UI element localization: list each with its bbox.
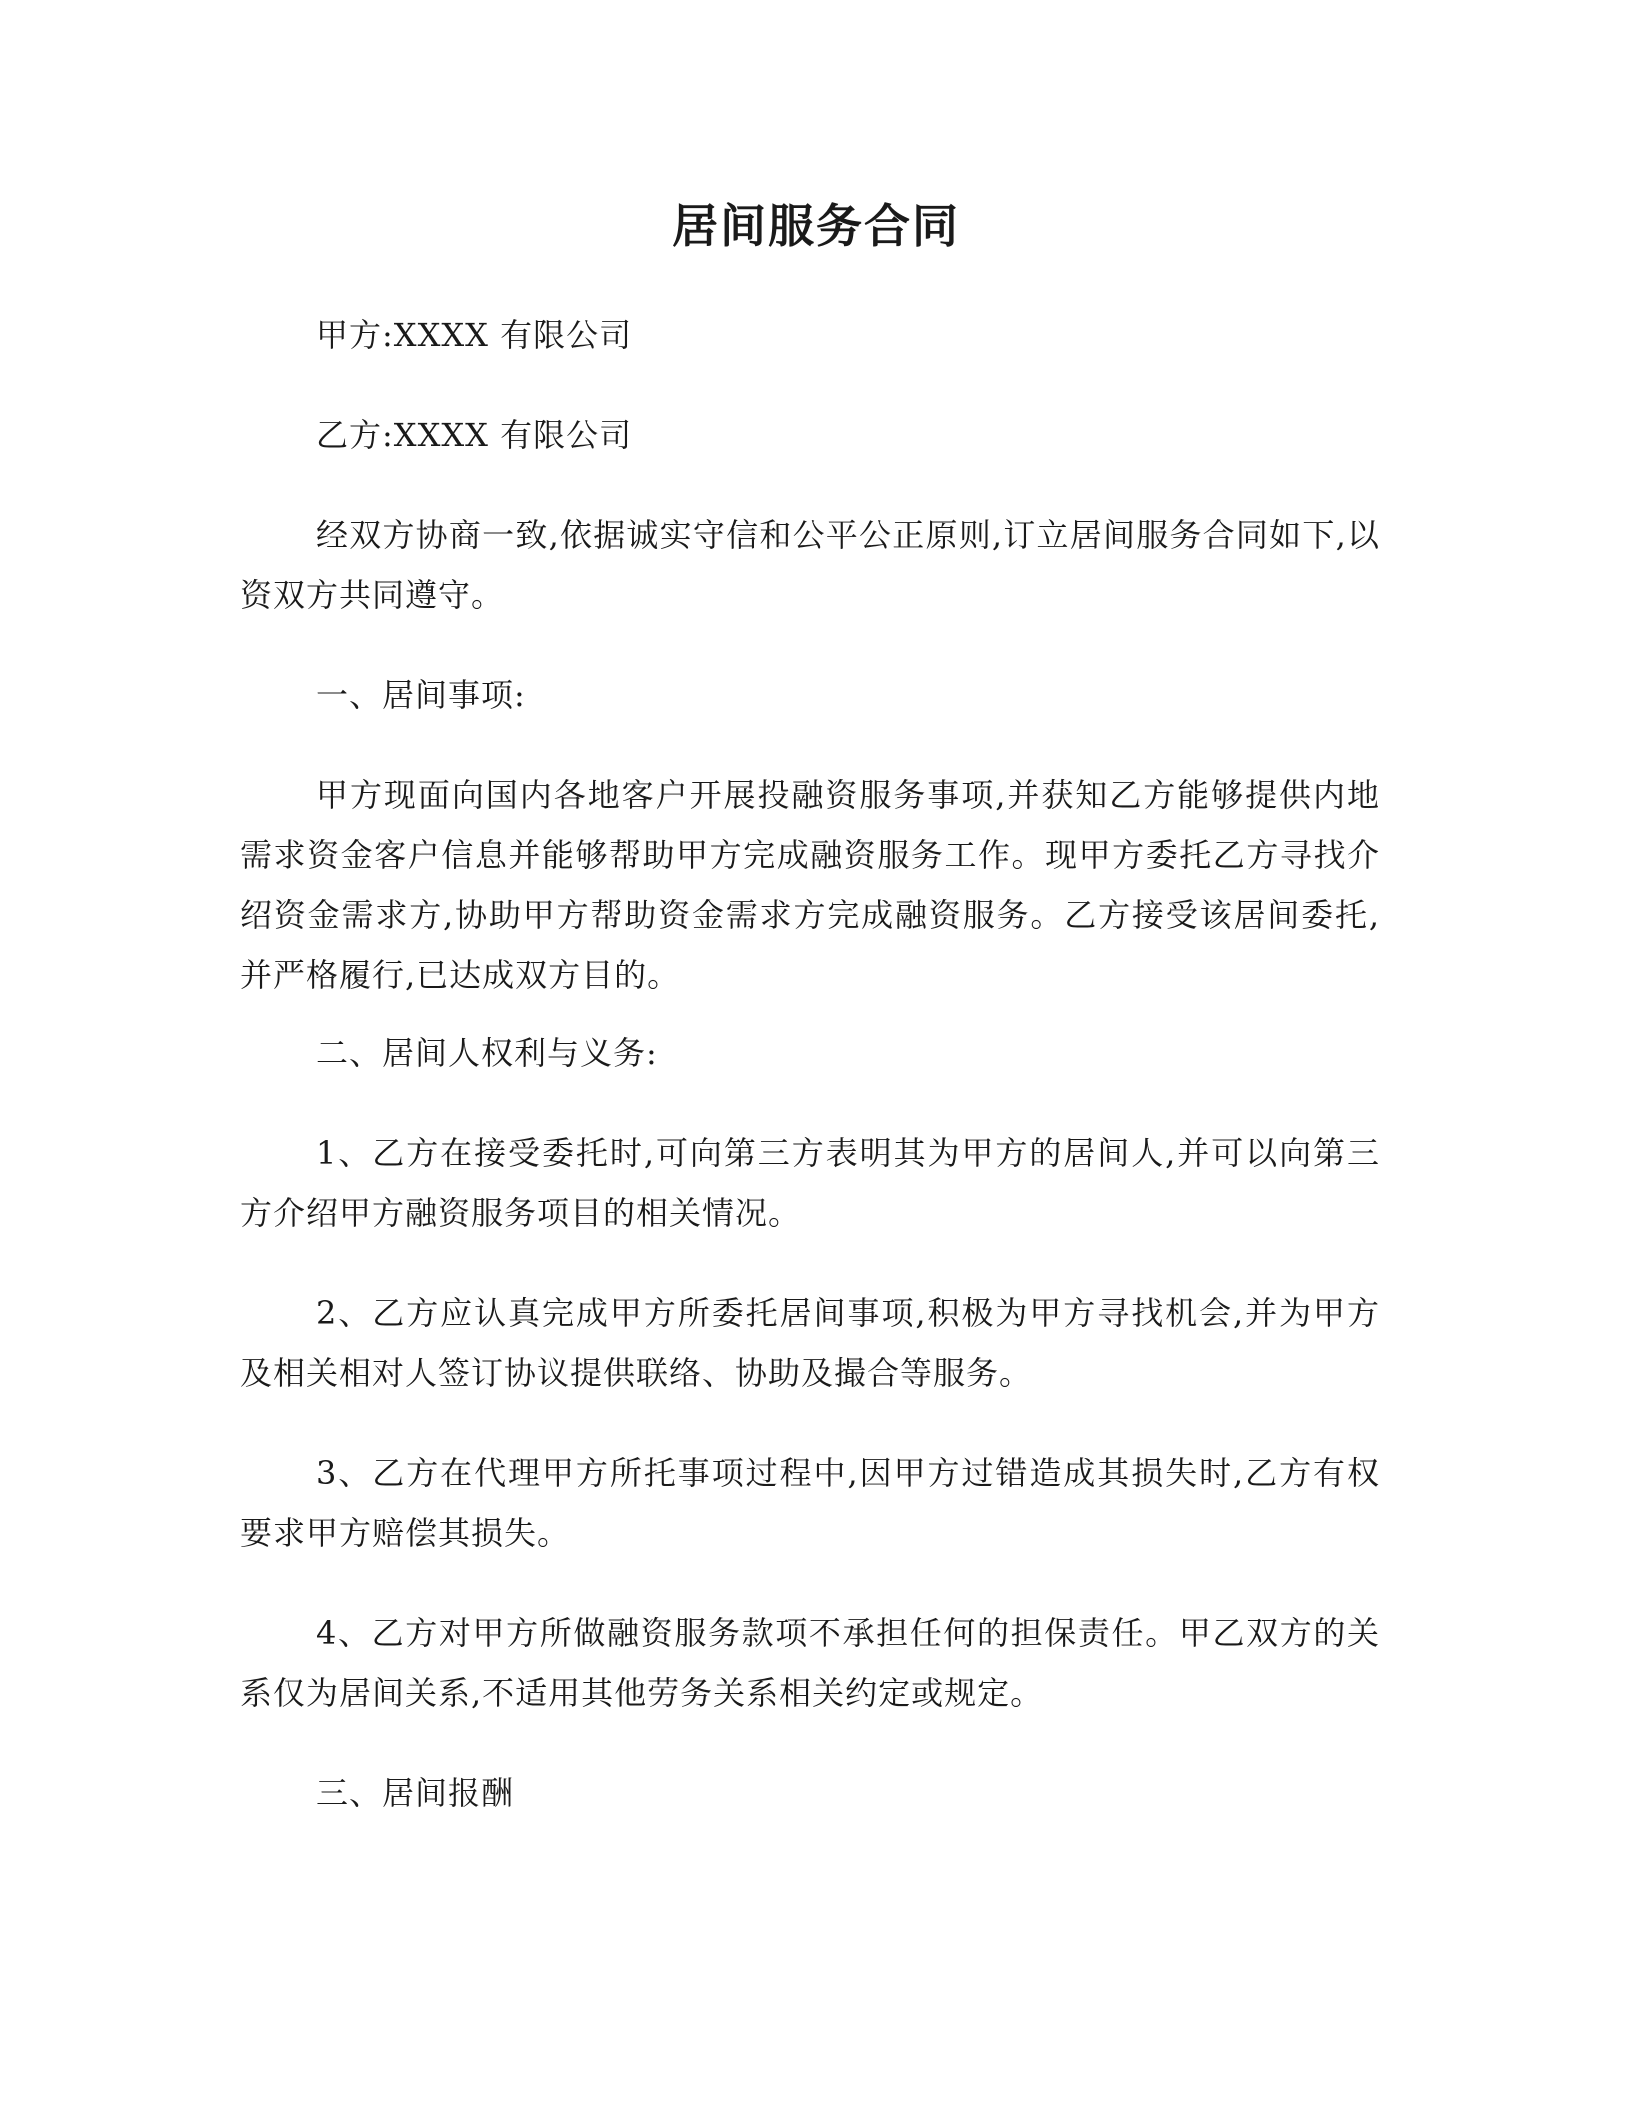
intro-paragraph: 经双方协商一致,依据诚实守信和公平公正原则,订立居间服务合同如下,以资双方共同遵守。: [240, 516, 1380, 614]
section2-item-3: 3、乙方在代理甲方所托事项过程中,因甲方过错造成其损失时,乙方有权要求甲方赔偿其损失。: [240, 1454, 1380, 1552]
document-title: 居间服务合同: [672, 199, 960, 253]
section1-heading: 一、居间事项:: [316, 676, 526, 714]
party-a-line: 甲方:XXXX 有限公司: [316, 316, 633, 354]
section2-heading: 二、居间人权利与义务:: [316, 1034, 658, 1072]
section2-item-2: 2、乙方应认真完成甲方所委托居间事项,积极为甲方寻找机会,并为甲方及相关相对人签订协议提供联络、协助及撮合等服务。: [240, 1294, 1380, 1392]
section1-body: 甲方现面向国内各地客户开展投融资服务事项,并获知乙方能够提供内地需求资金客户信息并能够帮助甲方完成融资服务工作。现甲方委托乙方寻找介绍资金需求方,协助甲方帮助资金需求方完成融资服务。乙方接受该居间委托,并严格履行,已达成双方目的。: [240, 776, 1380, 994]
section2-item-1: 1、乙方在接受委托时,可向第三方表明其为甲方的居间人,并可以向第三方介绍甲方融资服务项目的相关情况。: [240, 1134, 1380, 1232]
party-b-line: 乙方:XXXX 有限公司: [316, 416, 633, 454]
section2-item-4: 4、乙方对甲方所做融资服务款项不承担任何的担保责任。甲乙双方的关系仅为居间关系,不适用其他劳务关系相关约定或规定。: [240, 1614, 1380, 1712]
section3-heading: 三、居间报酬: [316, 1774, 515, 1812]
